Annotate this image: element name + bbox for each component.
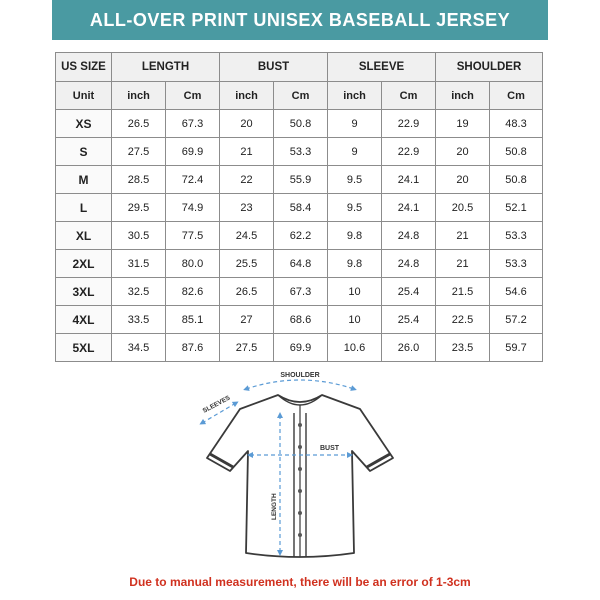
value-cell: 31.5 bbox=[112, 250, 166, 278]
sleeves-label: SLEEVES bbox=[201, 394, 232, 415]
value-cell: 21 bbox=[436, 250, 490, 278]
value-cell: 69.9 bbox=[274, 334, 328, 362]
measurement-note: Due to manual measurement, there will be an error of 1-3cm bbox=[129, 575, 471, 589]
value-cell: 22.9 bbox=[382, 110, 436, 138]
value-cell: 82.6 bbox=[166, 278, 220, 306]
jersey-outline bbox=[207, 395, 393, 557]
value-cell: 72.4 bbox=[166, 166, 220, 194]
value-cell: 32.5 bbox=[112, 278, 166, 306]
unit-cm-header: Cm bbox=[274, 82, 328, 110]
value-cell: 23.5 bbox=[436, 334, 490, 362]
table-row bbox=[56, 306, 543, 334]
size-cell: 3XL bbox=[56, 278, 112, 306]
value-cell: 9 bbox=[328, 138, 382, 166]
table-row bbox=[56, 222, 543, 250]
value-cell: 9.5 bbox=[328, 194, 382, 222]
value-cell: 80.0 bbox=[166, 250, 220, 278]
value-cell: 57.2 bbox=[490, 306, 543, 334]
value-cell: 64.8 bbox=[274, 250, 328, 278]
value-cell: 27.5 bbox=[112, 138, 166, 166]
value-cell: 68.6 bbox=[274, 306, 328, 334]
value-cell: 21 bbox=[220, 138, 274, 166]
header-row-units bbox=[56, 82, 543, 110]
value-cell: 85.1 bbox=[166, 306, 220, 334]
unit-inch-header: inch bbox=[220, 82, 274, 110]
value-cell: 58.4 bbox=[274, 194, 328, 222]
unit-inch-header: inch bbox=[328, 82, 382, 110]
value-cell: 26.0 bbox=[382, 334, 436, 362]
size-cell: L bbox=[56, 194, 112, 222]
value-cell: 9.5 bbox=[328, 166, 382, 194]
unit-cm-header: Cm bbox=[382, 82, 436, 110]
table-row bbox=[56, 110, 543, 138]
value-cell: 54.6 bbox=[490, 278, 543, 306]
bust-label: BUST bbox=[320, 445, 340, 452]
size-cell: 4XL bbox=[56, 306, 112, 334]
value-cell: 19 bbox=[436, 110, 490, 138]
size-cell: M bbox=[56, 166, 112, 194]
value-cell: 20 bbox=[436, 138, 490, 166]
table-row bbox=[56, 278, 543, 306]
unit-cm-header: Cm bbox=[490, 82, 543, 110]
table-row bbox=[56, 166, 543, 194]
unit-header: Unit bbox=[56, 82, 112, 110]
shoulder-label: SHOULDER bbox=[280, 372, 320, 379]
value-cell: 50.8 bbox=[490, 166, 543, 194]
value-cell: 26.5 bbox=[220, 278, 274, 306]
value-cell: 30.5 bbox=[112, 222, 166, 250]
unit-inch-header: inch bbox=[436, 82, 490, 110]
value-cell: 9.8 bbox=[328, 250, 382, 278]
value-cell: 10 bbox=[328, 306, 382, 334]
value-cell: 69.9 bbox=[166, 138, 220, 166]
value-cell: 74.9 bbox=[166, 194, 220, 222]
table-row bbox=[56, 194, 543, 222]
unit-cm-header: Cm bbox=[166, 82, 220, 110]
size-chart-table bbox=[55, 52, 543, 362]
value-cell: 9.8 bbox=[328, 222, 382, 250]
value-cell: 50.8 bbox=[274, 110, 328, 138]
value-cell: 53.3 bbox=[274, 138, 328, 166]
length-label: LENGTH bbox=[271, 493, 278, 520]
header-row-groups bbox=[56, 53, 543, 82]
size-cell: XS bbox=[56, 110, 112, 138]
value-cell: 53.3 bbox=[490, 222, 543, 250]
table-row bbox=[56, 334, 543, 362]
value-cell: 25.4 bbox=[382, 306, 436, 334]
unit-inch-header: inch bbox=[112, 82, 166, 110]
group-header-bust: BUST bbox=[220, 53, 328, 82]
title-banner bbox=[52, 0, 548, 40]
value-cell: 21 bbox=[436, 222, 490, 250]
table-row bbox=[56, 250, 543, 278]
value-cell: 22.5 bbox=[436, 306, 490, 334]
value-cell: 25.4 bbox=[382, 278, 436, 306]
value-cell: 33.5 bbox=[112, 306, 166, 334]
value-cell: 24.8 bbox=[382, 250, 436, 278]
value-cell: 10 bbox=[328, 278, 382, 306]
value-cell: 25.5 bbox=[220, 250, 274, 278]
value-cell: 67.3 bbox=[166, 110, 220, 138]
value-cell: 34.5 bbox=[112, 334, 166, 362]
value-cell: 24.5 bbox=[220, 222, 274, 250]
corner-header: US SIZE bbox=[56, 53, 112, 82]
value-cell: 24.1 bbox=[382, 166, 436, 194]
value-cell: 22.9 bbox=[382, 138, 436, 166]
value-cell: 20.5 bbox=[436, 194, 490, 222]
value-cell: 26.5 bbox=[112, 110, 166, 138]
size-cell: 5XL bbox=[56, 334, 112, 362]
value-cell: 27 bbox=[220, 306, 274, 334]
value-cell: 24.8 bbox=[382, 222, 436, 250]
value-cell: 62.2 bbox=[274, 222, 328, 250]
value-cell: 29.5 bbox=[112, 194, 166, 222]
value-cell: 28.5 bbox=[112, 166, 166, 194]
value-cell: 22 bbox=[220, 166, 274, 194]
value-cell: 77.5 bbox=[166, 222, 220, 250]
size-cell: S bbox=[56, 138, 112, 166]
size-cell: 2XL bbox=[56, 250, 112, 278]
group-header-length: LENGTH bbox=[112, 53, 220, 82]
value-cell: 20 bbox=[220, 110, 274, 138]
jersey-diagram bbox=[190, 365, 415, 570]
group-header-shoulder: SHOULDER bbox=[436, 53, 543, 82]
group-header-sleeve: SLEEVE bbox=[328, 53, 436, 82]
value-cell: 55.9 bbox=[274, 166, 328, 194]
value-cell: 50.8 bbox=[490, 138, 543, 166]
value-cell: 59.7 bbox=[490, 334, 543, 362]
value-cell: 21.5 bbox=[436, 278, 490, 306]
value-cell: 10.6 bbox=[328, 334, 382, 362]
page-title: ALL-OVER PRINT UNISEX BASEBALL JERSEY bbox=[89, 9, 511, 30]
table-row bbox=[56, 138, 543, 166]
value-cell: 20 bbox=[436, 166, 490, 194]
value-cell: 24.1 bbox=[382, 194, 436, 222]
value-cell: 67.3 bbox=[274, 278, 328, 306]
value-cell: 9 bbox=[328, 110, 382, 138]
value-cell: 23 bbox=[220, 194, 274, 222]
size-cell: XL bbox=[56, 222, 112, 250]
value-cell: 27.5 bbox=[220, 334, 274, 362]
value-cell: 52.1 bbox=[490, 194, 543, 222]
value-cell: 87.6 bbox=[166, 334, 220, 362]
value-cell: 53.3 bbox=[490, 250, 543, 278]
shoulder-measure-line bbox=[246, 380, 354, 389]
value-cell: 48.3 bbox=[490, 110, 543, 138]
